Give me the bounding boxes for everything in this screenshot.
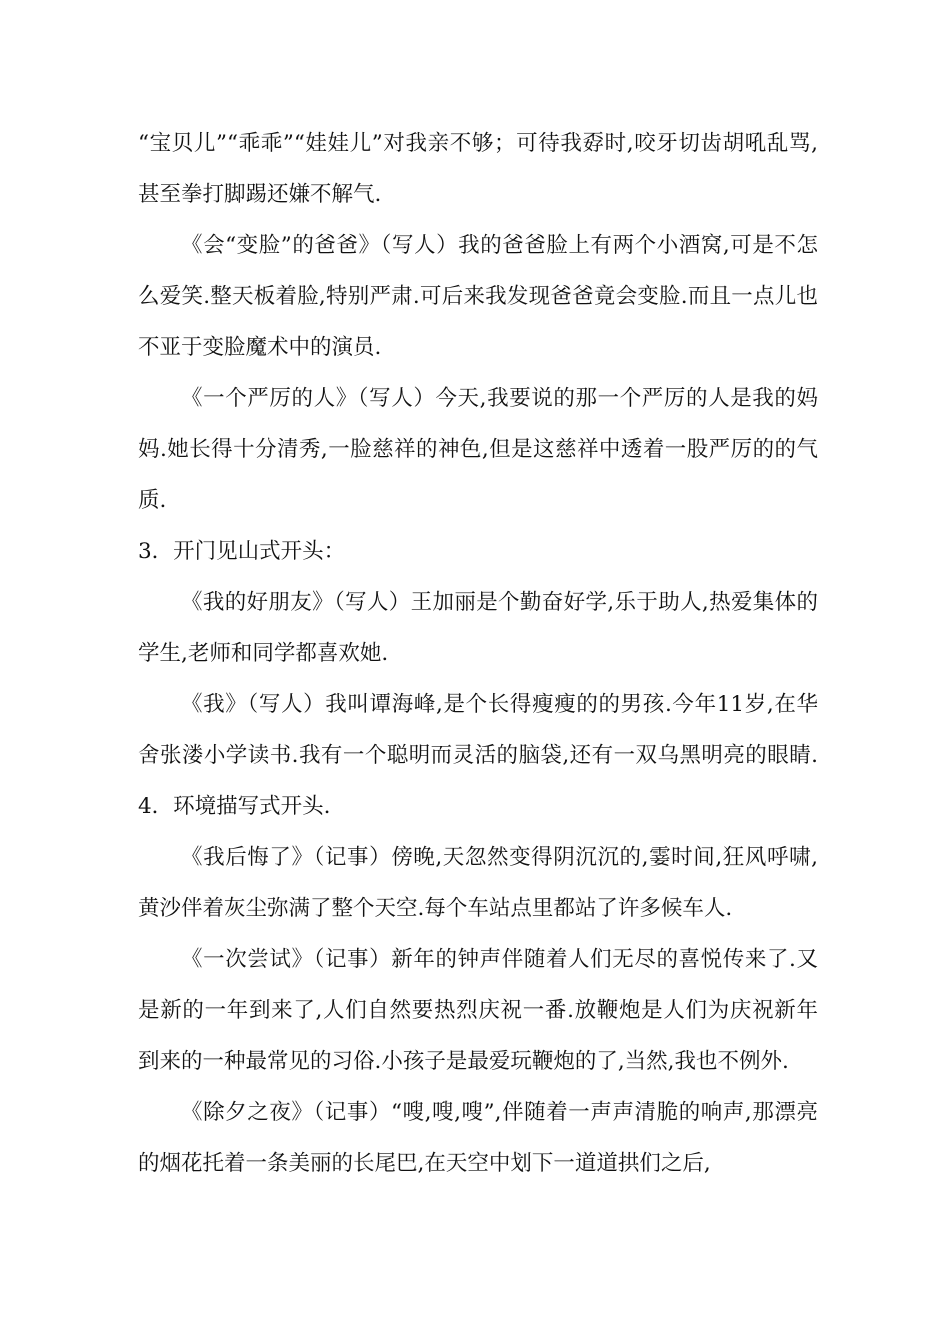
paragraph-2: 《会“变脸”的爸爸》（写人）我的爸爸脸上有两个小酒窝,可是不怎么爱笑.整天板着脸,特别严肃.可后来我发现爸爸竟会变脸.而且一点儿也不亚于变脸魔术中的演员. [138, 233, 818, 360]
paragraph-1: “宝贝儿”“乖乖”“娃娃儿”对我亲不够；可待我孬时,咬牙切齿胡吼乱骂,甚至拳打脚踢还嫌不解气. [138, 131, 818, 207]
document-body [138, 118, 818, 1189]
paragraph-5: 《我》（写人）我叫谭海峰,是个长得瘦瘦的的男孩.今年11岁,在华舍张溇小学读书.我有一个聪明而灵活的脑袋,还有一双乌黑明亮的眼睛.4．环境描写式开头. [138, 692, 818, 819]
paragraph-8: 《除夕之夜》（记事）“嗖,嗖,嗖”,伴随着一声声清脆的响声,那漂亮的烟花托着一条美丽的长尾巴,在天空中划下一道道拱们之后, [138, 1100, 818, 1176]
paragraph-7: 《一次尝试》（记事）新年的钟声伴随着人们无尽的喜悦传来了.又是新的一年到来了,人们自然要热烈庆祝一番.放鞭炮是人们为庆祝新年到来的一种最常见的习俗.小孩子是最爱玩鞭炮的了,当然,我也不例外. [138, 947, 818, 1074]
paragraph-6: 《我后悔了》（记事）傍晚,天忽然变得阴沉沉的,霎时间,狂风呼啸,黄沙伴着灰尘弥满了整个天空.每个车站点里都站了许多候车人. [138, 845, 818, 921]
paragraph-4: 《我的好朋友》（写人）王加丽是个勤奋好学,乐于助人,热爱集体的学生,老师和同学都喜欢她. [138, 590, 818, 666]
paragraph-3: 《一个严厉的人》（写人）今天,我要说的那一个严厉的人是我的妈妈.她长得十分清秀,一脸慈祥的神色,但是这慈祥中透着一股严厉的的气质. [138, 386, 818, 513]
section-heading: 3．开门见山式开头： [138, 539, 346, 564]
